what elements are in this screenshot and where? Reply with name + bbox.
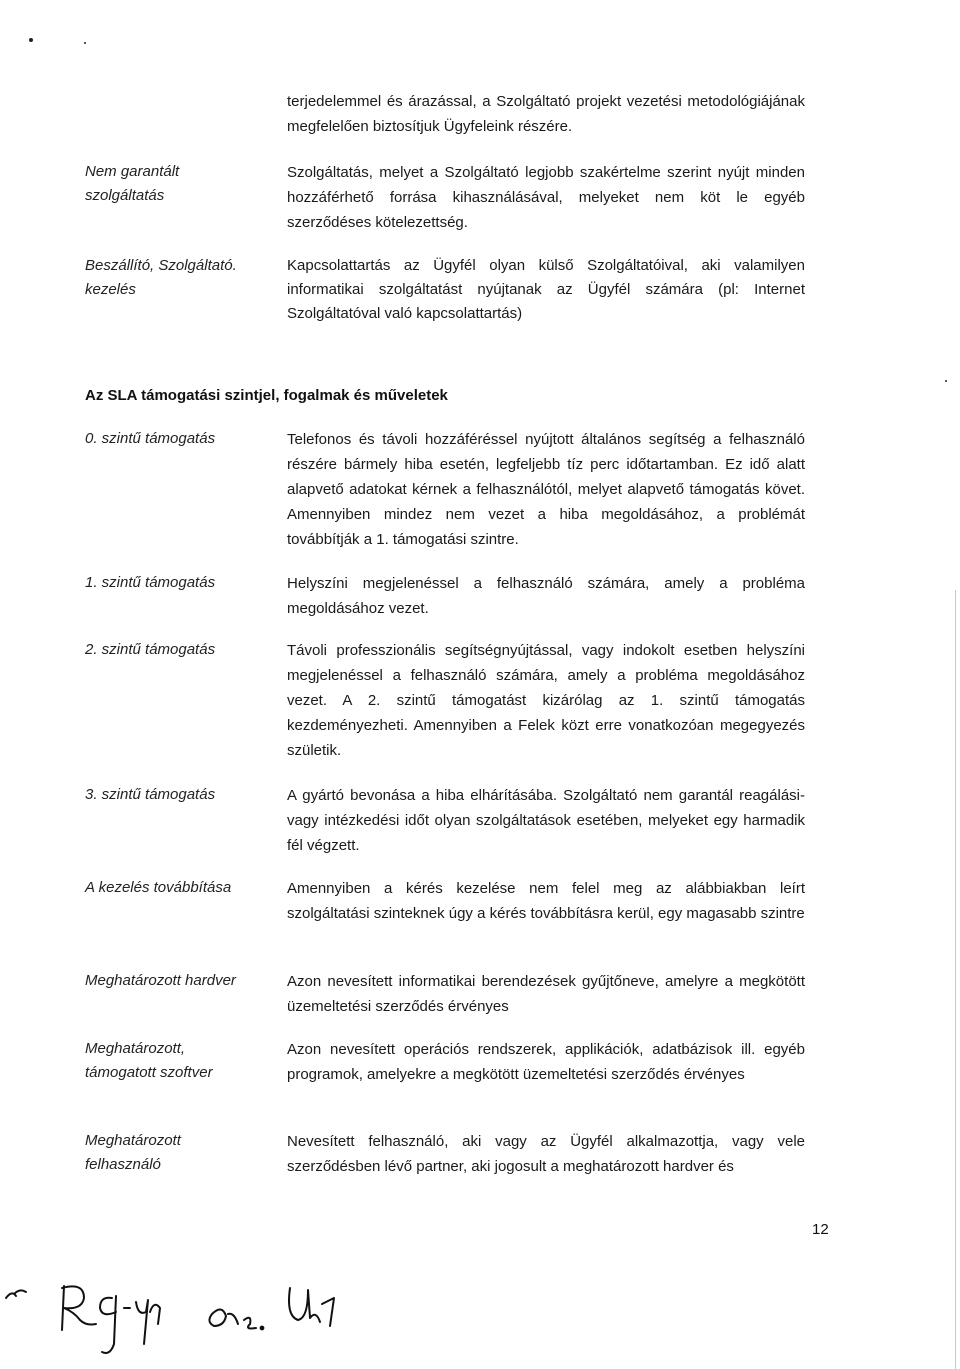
intro-paragraph: terjedelemmel és árazással, a Szolgáltató projekt vezetési metodológiájának megfelelően biztosítjuk Ügyfeleink részére. <box>287 93 805 135</box>
definition-text: Azon nevesített informatikai berendezések gyűjtőneve, amelyre a megkötött üzemeltetési szerződés érvényes <box>287 973 805 1015</box>
definition-term: 1. szintű támogatás <box>85 574 216 591</box>
definition-text: A gyártó bevonása a hiba elhárításába. Szolgáltató nem garantál reagálási- vagy intézkedési időt olyan szolgáltatások esetében, melyeket egy harmadik fél végzett. <box>287 787 805 854</box>
scan-speck <box>945 380 947 382</box>
scan-speck <box>29 38 33 42</box>
definition-text: Szolgáltatás, melyet a Szolgáltató legjobb szakértelme szerint nyújt minden hozzáférhető forrása kihasználásával, melyeket nem köt le egyéb szerződéses kötelezettség. <box>287 164 805 231</box>
definition-text: Helyszíni megjelenéssel a felhasználó számára, amely a probléma megoldásához vezet. <box>287 575 805 617</box>
definition-text: Amennyiben a kérés kezelése nem felel meg az alábbiakban leírt szolgáltatási szinteknek úgy a kérés továbbításra kerül, egy magasabb szintre <box>287 880 805 922</box>
section-heading: Az SLA támogatási szintjel, fogalmak és műveletek <box>85 387 448 404</box>
page-number: 12 <box>812 1221 829 1238</box>
definition-text: Távoli professzionális segítségnyújtással, vagy indokolt esetben helyszíni megjelenéssel a felhasználó számára, amely a probléma megoldásához vezet. A 2. szintű támogatást kizárólag az 1. szintű támogatás kezdeményezheti. Amennyiben a Felek közt erre vonatkozóan megegyezés születik. <box>287 642 805 759</box>
scan-speck <box>84 42 86 44</box>
definition-term: Nem garantált szolgáltatás <box>85 163 180 204</box>
definition-term: A kezelés továbbítása <box>85 879 232 896</box>
definition-text: Telefonos és távoli hozzáféréssel nyújtott általános segítség a felhasználó részére bármely hiba esetén, legfeljebb tíz perc időtartamban. Ez idő alatt alapvető adatokat kérnek a felhasználótól, melyet alapvető támogatás követ. Amennyiben mindez nem vezet a hiba megoldásához, a problémát továbbítják a 1. támogatási szintre. <box>287 431 805 548</box>
definition-term: Beszállító, Szolgáltató. kezelés <box>85 257 237 298</box>
definition-term: Meghatározott felhasználó <box>85 1132 181 1173</box>
definition-term: 0. szintű támogatás <box>85 430 216 447</box>
definition-text: Azon nevesített operációs rendszerek, applikációk, adatbázisok ill. egyéb programok, amelyekre a megkötött üzemeltetési szerződés érvényes <box>287 1041 805 1083</box>
handwritten-signature <box>0 1268 420 1369</box>
definition-term: 2. szintű támogatás <box>85 641 216 658</box>
definition-term: 3. szintű támogatás <box>85 786 216 803</box>
definition-text: Nevesített felhasználó, aki vagy az Ügyfél alkalmazottja, vagy vele szerződésben lévő partner, aki jogosult a meghatározott hardver és <box>287 1133 805 1175</box>
definition-term: Meghatározott, támogatott szoftver <box>85 1040 213 1081</box>
definition-text: Kapcsolattartás az Ügyfél olyan külső Szolgáltatóival, aki valamilyen informatikai szolgáltatást nyújtanak az Ügyfél számára (pl: Internet Szolgáltatóval való kapcsolattartás) <box>287 257 805 322</box>
scan-edge-line <box>955 590 956 1369</box>
definition-term: Meghatározott hardver <box>85 972 236 989</box>
